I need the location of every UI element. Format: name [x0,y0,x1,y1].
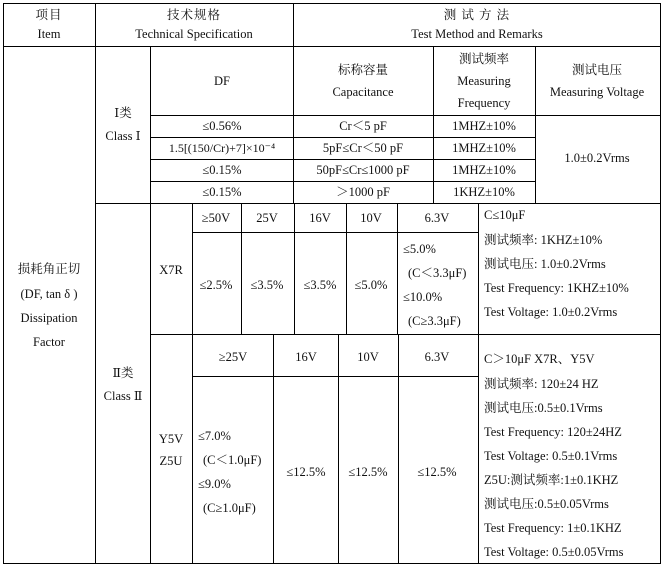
y5v-value: ≤12.5% [286,465,326,479]
class1-cap: ＞1000 pF [336,185,390,199]
class1-col-volt-en: Measuring Voltage [549,85,645,99]
class1-row-divider [150,159,535,160]
y5v-25v-condition: (C＜1.0μF) [203,453,262,467]
y5v-type: Y5V [158,432,184,446]
class1-df-divider [293,46,294,203]
y5v-col-divider [273,334,274,563]
class2-label-divider [150,203,151,563]
class1-label-divider [150,46,151,203]
x7r-value: ≤2.5% [199,278,233,292]
class1-freq: 1MHZ±10% [452,141,516,155]
class2-label-cn: Ⅱ类 [112,366,134,380]
y5v-header-divider [192,376,478,377]
class1-col-cap-en: Capacitance [332,85,394,99]
x7r-header: ≥50V [201,211,231,225]
header-item-cn: 项目 [35,8,63,22]
class1-col-freq-en2: Frequency [457,96,511,110]
class1-row-divider [150,137,535,138]
y5v-method-line: 测试电压:0.5±0.1Vrms [484,401,603,415]
class1-cap-divider [433,46,434,203]
class1-df: ≤0.15% [202,185,242,199]
y5v-value: ≤12.5% [348,465,388,479]
x7r-col-divider [346,203,347,334]
class1-cap: Cr＜5 pF [339,119,387,133]
x7r-value: ≤5.0% [354,278,388,292]
item-name-cn: 损耗角正切 [17,262,81,276]
class-divider [95,203,660,204]
header-method-en: Test Method and Remarks [411,27,543,41]
x7r-method-line: C≤10μF [484,208,526,222]
x7r-header: 10V [360,211,382,225]
class1-freq-divider [535,46,536,203]
y5v-method-line: 测试频率: 120±24 HZ [484,377,599,391]
class1-col-freq-en1: Measuring [457,74,511,88]
header-divider [3,46,661,47]
z5u-type: Z5U [159,454,183,468]
y5v-method-line: Test Frequency: 120±24HZ [484,425,622,439]
x7r-63v-value: ≤10.0% [403,290,443,304]
x7r-value: ≤3.5% [250,278,284,292]
x7r-63v-condition: (C＜3.3μF) [408,266,467,280]
y5v-method-line: Test Frequency: 1±0.1KHZ [484,521,622,535]
y5v-header: ≥25V [218,350,248,364]
class1-col-df: DF [214,74,230,88]
class1-row-divider [150,181,535,182]
class2-method-divider [478,203,479,563]
y5v-25v-value: ≤7.0% [198,429,231,443]
header-spec-en: Technical Specification [135,27,253,41]
class1-freq: 1MHZ±10% [452,119,516,133]
x7r-value: ≤3.5% [303,278,337,292]
class1-header-row-divider [150,115,660,116]
table-border-bottom [3,563,661,564]
class1-col-volt-cn: 测试电压 [571,63,623,77]
y5v-method-line: 测试电压:0.5±0.05Vrms [484,497,609,511]
y5v-method-line: Z5U:测试频率:1±0.1KHZ [484,473,619,487]
y5v-col-divider [398,334,399,563]
x7r-method-line: Test Frequency: 1KHZ±10% [484,281,629,295]
x7r-header: 6.3V [424,211,450,225]
x7r-col-divider [397,203,398,334]
table-border-top [3,3,661,4]
class2-type-divider [192,203,193,563]
item-name-en-1: Dissipation [20,311,78,325]
class1-voltage: 1.0±0.2Vrms [564,151,630,165]
x7r-col-divider [294,203,295,334]
x7r-col-divider [241,203,242,334]
x7r-type: X7R [159,263,183,277]
y5v-header: 10V [357,350,379,364]
x7r-header-divider [192,232,478,233]
class1-df: ≤0.56% [202,119,242,133]
x7r-y5v-divider [150,334,660,335]
class1-col-freq-cn: 测试频率 [458,52,510,66]
x7r-header: 16V [309,211,331,225]
spec-method-header-divider [293,3,294,46]
y5v-header: 6.3V [424,350,450,364]
class1-df: ≤0.15% [202,163,242,177]
header-item-en: Item [37,27,61,41]
class2-label-en: Class Ⅱ [103,389,143,403]
y5v-header: 16V [295,350,317,364]
class1-col-cap-cn: 标称容量 [337,63,389,77]
y5v-25v-condition: (C≥1.0μF) [203,501,256,515]
x7r-header: 25V [256,211,278,225]
x7r-63v-value: ≤5.0% [403,242,436,256]
item-symbol: (DF, tan δ ) [20,287,78,301]
class1-cap: 5pF≤Cr＜50 pF [322,141,404,155]
class1-label-en: Class Ⅰ [105,129,141,143]
class1-cap: 50pF≤Cr≤1000 pF [316,163,410,177]
header-method-cn: 测 试 方 法 [443,8,511,22]
y5v-method-line: C＞10μF X7R、Y5V [484,352,595,366]
class1-freq: 1KHZ±10% [453,185,515,199]
item-column-divider [95,3,96,563]
y5v-25v-value: ≤9.0% [198,477,231,491]
class1-df: 1.5[(150/Cr)+7]×10⁻⁴ [168,141,276,155]
table-border-right [660,3,661,563]
class1-freq: 1MHZ±10% [452,163,516,177]
x7r-method-line: 测试电压: 1.0±0.2Vrms [484,257,606,271]
y5v-value: ≤12.5% [417,465,457,479]
x7r-method-line: Test Voltage: 1.0±0.2Vrms [484,305,618,319]
header-spec-cn: 技术规格 [166,8,222,22]
table-border-left [3,3,4,563]
y5v-method-line: Test Voltage: 0.5±0.05Vrms [484,545,624,559]
x7r-method-line: 测试频率: 1KHZ±10% [484,233,603,247]
item-name-en-2: Factor [33,335,65,349]
x7r-63v-condition: (C≥3.3μF) [408,314,461,328]
y5v-col-divider [338,334,339,563]
y5v-method-line: Test Voltage: 0.5±0.1Vrms [484,449,618,463]
class1-label-cn: Ⅰ类 [114,106,132,120]
